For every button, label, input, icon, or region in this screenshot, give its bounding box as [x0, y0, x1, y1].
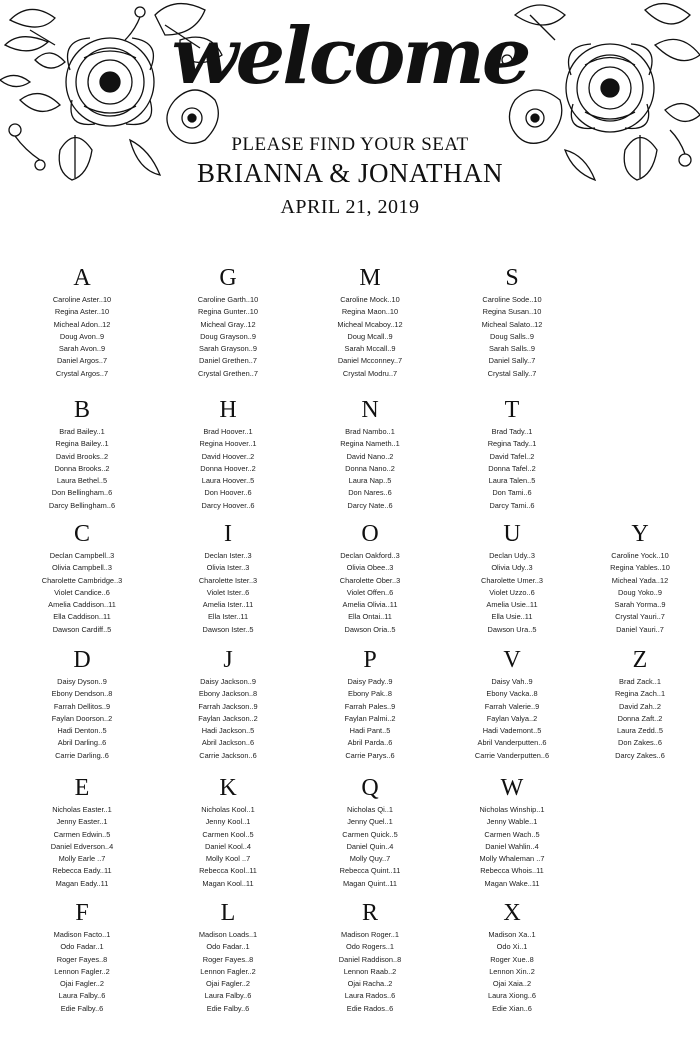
guest-name: Dawson Ister..5 [202, 624, 254, 634]
guest-name: Daniel Quin..4 [346, 841, 394, 851]
guest-name: Amelia Ister..11 [202, 600, 254, 610]
guest-name: Laura Falby..6 [204, 991, 252, 1001]
guest-name: Hadi Pant..5 [349, 726, 391, 736]
group-letter: K [219, 775, 237, 801]
guest-name: Jenny Quel..1 [347, 817, 393, 827]
guest-name: Rebecca Quint..11 [339, 866, 401, 876]
guest-name: Daniel Mcconney..7 [337, 356, 403, 366]
guest-list [300, 294, 440, 380]
guest-name: Darcy Bellingham..6 [48, 500, 116, 510]
seating-group-b [12, 397, 152, 512]
guest-name: Roger Fayes..8 [56, 954, 108, 964]
guest-name: Daniel Wahlin..4 [485, 841, 539, 851]
guest-name: Donna Nano..2 [345, 463, 395, 473]
guest-name: Daisy Dyson..9 [57, 677, 107, 686]
guest-name: Magan Wake..11 [484, 878, 540, 888]
guest-list [158, 294, 298, 380]
guest-name: Ojai Xaia..2 [492, 979, 532, 989]
welcome-script-title: welcome [171, 11, 529, 102]
guest-name: Crystal Argos..7 [55, 368, 109, 378]
guest-name: David Zah..2 [619, 701, 661, 711]
guest-list [12, 550, 152, 636]
guest-name: Daniel Yauri..7 [616, 624, 664, 634]
guest-name: Carrie Darling..6 [55, 750, 109, 760]
seating-group-s [442, 265, 582, 380]
guest-name: Edie Xian..6 [492, 1003, 532, 1013]
guest-name: Ebony Vacka..8 [486, 689, 538, 699]
group-letter: X [503, 900, 521, 926]
guest-name: Faylan Jackson..2 [198, 713, 258, 723]
seating-group-j [158, 647, 298, 762]
guest-name: Odo Xi..1 [496, 942, 528, 952]
seating-group-t [442, 397, 582, 512]
guest-name: Carrie Parys..6 [345, 750, 395, 760]
guest-list [442, 426, 582, 512]
guest-name: Daniel Kool..4 [204, 841, 251, 851]
guest-name: Regina Susan..10 [482, 307, 542, 317]
guest-name: Lennon Raab..2 [343, 966, 397, 976]
guest-name: Don Bellingham..6 [51, 488, 113, 498]
guest-name: Laura Nap..5 [348, 476, 392, 486]
guest-name: Doug Mcall..9 [347, 331, 393, 341]
group-letter: N [361, 397, 379, 423]
group-letter: Q [361, 775, 379, 801]
guest-name: Faylan Palmi..2 [344, 713, 396, 723]
group-letter: A [73, 265, 91, 291]
seating-group-g [158, 265, 298, 380]
guest-name: Ella Caddison..11 [53, 612, 111, 622]
guest-name: Micheal Adon..12 [53, 319, 111, 329]
guest-name: Abril Parda..6 [347, 738, 393, 748]
guest-name: Laura Rados..6 [344, 991, 396, 1001]
guest-name: Molly Kool ..7 [205, 854, 251, 864]
group-letter: C [73, 521, 90, 547]
guest-name: Micheal Yada..12 [611, 575, 669, 585]
guest-name: Madison Roger..1 [341, 930, 399, 939]
group-letter: J [223, 647, 233, 673]
guest-name: Odo Fadar..1 [206, 942, 250, 952]
guest-name: Don Hoover..6 [204, 488, 252, 498]
seating-group-y [570, 521, 700, 636]
guest-name: Ella Usie..11 [491, 612, 533, 622]
seating-group-i [158, 521, 298, 636]
guest-name: Declan Campbell..3 [49, 551, 115, 560]
guest-list [12, 294, 152, 380]
seating-group-f [12, 900, 152, 1015]
guest-list [158, 550, 298, 636]
guest-name: Edie Falby..6 [206, 1003, 250, 1013]
guest-name: Darcy Tami..6 [489, 500, 535, 510]
guest-name: Regina Yables..10 [610, 563, 670, 573]
guest-name: Caroline Garth..10 [197, 295, 259, 304]
group-letter: V [503, 647, 521, 673]
guest-list [12, 804, 152, 890]
seating-group-r [300, 900, 440, 1015]
guest-name: Molly Whaleman ..7 [479, 854, 545, 864]
guest-name: Violet Ister..6 [206, 587, 250, 597]
guest-list [300, 929, 440, 1015]
guest-name: Nicholas Qi..1 [346, 805, 393, 814]
guest-name: Jenny Easter..1 [56, 817, 108, 827]
guest-name: Daniel Grethen..7 [199, 356, 257, 366]
seating-group-w [442, 775, 582, 890]
guest-name: Amelia Caddison..11 [48, 600, 116, 610]
guest-name: Don Nares..6 [348, 488, 392, 498]
guest-name: Jenny Wable..1 [486, 817, 538, 827]
guest-name: Violet Offen..6 [346, 587, 394, 597]
guest-name: Carmen Wach..5 [484, 829, 540, 839]
guest-list [158, 676, 298, 762]
guest-name: Brad Zack..1 [619, 677, 661, 686]
guest-name: Dawson Cardiff..5 [52, 624, 112, 634]
couple-names: BRIANNA & JONATHAN [196, 158, 503, 188]
guest-name: Roger Fayes..8 [202, 954, 254, 964]
guest-name: Farrah Dellitos..9 [53, 701, 111, 711]
guest-name: Ella Ister..11 [207, 612, 249, 622]
seating-group-x [442, 900, 582, 1015]
guest-name: David Nano..2 [346, 451, 394, 461]
guest-name: Darcy Hoover..6 [201, 500, 255, 510]
guest-name: Edie Falby..6 [60, 1003, 104, 1013]
guest-name: Violet Uzzo..6 [489, 587, 535, 597]
seating-group-k [158, 775, 298, 890]
guest-name: Odo Fadar..1 [60, 942, 104, 952]
group-letter: W [500, 775, 524, 801]
guest-name: Regina Hoover..1 [199, 439, 257, 449]
guest-list [158, 804, 298, 890]
guest-name: Abril Darling..6 [57, 738, 107, 748]
guest-name: Ojai Fagler..2 [60, 979, 104, 989]
guest-name: Regina Aster..10 [54, 307, 110, 317]
guest-name: Regina Bailey..1 [55, 439, 109, 449]
guest-name: Don Tami..6 [492, 488, 532, 498]
guest-name: Laura Xiong..6 [487, 991, 537, 1001]
guest-list [12, 676, 152, 762]
seating-group-e [12, 775, 152, 890]
guest-name: Brad Bailey..1 [59, 427, 105, 436]
guest-name: Darcy Nate..6 [347, 500, 393, 510]
guest-name: Regina Tady..1 [487, 439, 537, 449]
guest-name: Daniel Raddison..8 [338, 954, 402, 964]
guest-name: Madison Facto..1 [53, 930, 111, 939]
guest-name: Crystal Sally..7 [487, 368, 537, 378]
guest-name: Doug Grayson..9 [200, 331, 256, 341]
guest-list [12, 929, 152, 1015]
guest-list [442, 550, 582, 636]
group-letter: D [73, 647, 91, 673]
guest-name: Nicholas Winship..1 [479, 805, 545, 814]
guest-name: Charolette Ober..3 [339, 575, 401, 585]
guest-name: Declan Oakford..3 [340, 551, 400, 560]
guest-name: Molly Quy..7 [349, 854, 391, 864]
guest-name: Sarah Grayson..9 [199, 344, 257, 354]
guest-name: Faylan Valya..2 [486, 713, 538, 723]
group-letter: F [75, 900, 89, 926]
guest-list [158, 426, 298, 512]
guest-name: Ella Ontai..11 [348, 612, 392, 622]
guest-name: Daniel Sally..7 [488, 356, 536, 366]
guest-name: Declan Ister..3 [204, 551, 252, 560]
guest-name: Sarah Salls..9 [488, 344, 535, 354]
seating-group-l [158, 900, 298, 1015]
guest-name: Jenny Kool..1 [205, 817, 251, 827]
guest-name: Regina Gunter..10 [198, 307, 258, 317]
guest-name: Roger Xue..8 [490, 954, 534, 964]
guest-name: Madison Loads..1 [198, 930, 258, 939]
guest-name: Laura Hoover..5 [201, 476, 255, 486]
group-letter: E [74, 775, 90, 801]
guest-name: Daisy Pady..9 [347, 677, 393, 686]
guest-list [300, 676, 440, 762]
guest-list [300, 550, 440, 636]
guest-name: Laura Bethel..5 [56, 476, 108, 486]
guest-name: Ojai Fagler..2 [206, 979, 250, 989]
guest-list [442, 294, 582, 380]
group-letter: Y [631, 521, 649, 547]
guest-name: Madison Xa..1 [488, 930, 536, 939]
seating-group-n [300, 397, 440, 512]
guest-name: Dawson Ura..5 [487, 624, 537, 634]
guest-list [442, 804, 582, 890]
guest-name: Olivia Campbell..3 [52, 563, 112, 573]
guest-name: Molly Earle ..7 [58, 854, 106, 864]
guest-name: Regina Zach..1 [614, 689, 666, 699]
guest-name: Caroline Mock..10 [340, 295, 400, 304]
guest-name: Charolette Umer..3 [480, 575, 544, 585]
guest-name: Micheal Mcaboy..12 [337, 319, 403, 329]
seating-group-p [300, 647, 440, 762]
guest-name: Daisy Jackson..9 [200, 677, 256, 686]
guest-list [300, 426, 440, 512]
guest-name: Donna Tafel..2 [488, 463, 536, 473]
guest-name: David Tafel..2 [489, 451, 535, 461]
guest-name: Rebecca Kool..11 [199, 866, 257, 876]
guest-name: Hadi Jackson..5 [201, 726, 255, 736]
guest-name: David Brooks..2 [55, 451, 109, 461]
group-letter: T [504, 397, 520, 423]
guest-name: Caroline Sode..10 [482, 295, 542, 304]
guest-name: Laura Zedd..5 [616, 726, 664, 736]
guest-name: Nicholas Easter..1 [52, 805, 112, 814]
group-letter: S [505, 265, 519, 291]
guest-name: Violet Candice..6 [54, 587, 110, 597]
guest-name: Abril Vanderputten..6 [477, 738, 547, 748]
guest-name: Ojai Racha..2 [347, 979, 393, 989]
event-date: APRIL 21, 2019 [280, 196, 420, 218]
guest-name: Ebony Pak..8 [348, 689, 392, 699]
guest-name: Olivia Udy..3 [491, 563, 533, 573]
guest-name: Odo Rogers..1 [345, 942, 395, 952]
guest-name: Carmen Quick..5 [342, 829, 398, 839]
guest-name: Crystal Yauri..7 [615, 612, 665, 622]
guest-name: Donna Brooks..2 [54, 463, 110, 473]
guest-name: Daniel Edverson..4 [50, 841, 114, 851]
guest-list [570, 550, 700, 636]
guest-name: Don Zakes..6 [618, 738, 662, 748]
group-letter: R [361, 900, 378, 926]
group-letter: I [224, 521, 232, 547]
guest-name: Magan Quint..11 [342, 878, 398, 888]
group-letter: L [220, 900, 236, 926]
guest-name: Ebony Dendson..8 [51, 689, 113, 699]
group-letter: Z [632, 647, 648, 673]
guest-name: Farrah Valerie..9 [484, 701, 540, 711]
guest-name: Amelia Olivia..11 [342, 600, 398, 610]
seating-group-c [12, 521, 152, 636]
guest-name: Doug Yoko..9 [618, 587, 662, 597]
guest-list [570, 676, 700, 762]
guest-name: Darcy Zakes..6 [615, 750, 665, 760]
guest-name: Laura Talen..5 [488, 476, 536, 486]
guest-name: Sarah Yorma..9 [614, 600, 666, 610]
seating-group-z [570, 647, 700, 762]
seating-group-u [442, 521, 582, 636]
group-letter: U [503, 521, 521, 547]
seating-group-h [158, 397, 298, 512]
group-letter: G [219, 265, 237, 291]
guest-name: Dawson Oria..5 [344, 624, 396, 634]
guest-name: Sarah Mccall..9 [344, 344, 396, 354]
guest-list [158, 929, 298, 1015]
seating-group-v [442, 647, 582, 762]
group-letter: H [219, 397, 237, 423]
guest-list [442, 676, 582, 762]
guest-name: Crystal Grethen..7 [198, 368, 258, 378]
guest-name: Caroline Yock..10 [611, 551, 669, 560]
guest-name: Hadi Denton..5 [57, 726, 107, 736]
guest-name: Lennon Fagler..2 [54, 966, 110, 976]
guest-name: Olivia Obee..3 [346, 563, 394, 573]
guest-list [442, 929, 582, 1015]
guest-name: Doug Salls..9 [490, 331, 534, 341]
guest-name: Faylan Doorson..2 [51, 713, 113, 723]
guest-name: Carmen Edwin..5 [53, 829, 111, 839]
guest-name: Edie Rados..6 [346, 1003, 394, 1013]
guest-name: Lennon Fagler..2 [200, 966, 256, 976]
guest-name: Carrie Jackson..6 [199, 750, 257, 760]
guest-name: Micheal Gray..12 [200, 319, 256, 329]
guest-name: Caroline Aster..10 [52, 295, 112, 304]
seating-group-a [12, 265, 152, 380]
guest-name: Carmen Kool..5 [202, 829, 254, 839]
guest-name: Micheal Salato..12 [481, 319, 543, 329]
guest-name: Sarah Avon..9 [58, 344, 106, 354]
guest-name: Lennon Xin..2 [489, 966, 535, 976]
guest-name: Magan Eady..11 [55, 878, 109, 888]
guest-name: Magan Kool..11 [202, 878, 254, 888]
guest-name: Farrah Pales..9 [344, 701, 396, 711]
guest-name: Olivia Ister..3 [206, 563, 250, 573]
seating-group-m [300, 265, 440, 380]
guest-name: Rebecca Whois..11 [480, 866, 544, 876]
guest-name: Farrah Jackson..9 [198, 701, 258, 711]
guest-list [12, 426, 152, 512]
group-letter: M [359, 265, 381, 291]
guest-name: Doug Avon..9 [59, 331, 105, 341]
guest-name: Charolette Ister..3 [198, 575, 258, 585]
guest-name: Donna Hoover..2 [200, 463, 256, 473]
group-letter: O [361, 521, 379, 547]
guest-name: David Hoover..2 [201, 451, 255, 461]
guest-name: Abril Jackson..6 [201, 738, 255, 748]
guest-name: Hadi Vademont..5 [482, 726, 542, 736]
guest-name: Nicholas Kool..1 [201, 805, 255, 814]
guest-name: Declan Udy..3 [489, 551, 535, 560]
guest-name: Crystal Modru..7 [342, 368, 398, 378]
guest-name: Charolette Cambridge..3 [41, 575, 123, 585]
seating-group-q [300, 775, 440, 890]
subtitle: PLEASE FIND YOUR SEAT [231, 134, 469, 155]
guest-name: Brad Tady..1 [491, 427, 533, 436]
group-letter: B [73, 397, 90, 423]
guest-name: Amelia Usie..11 [486, 600, 538, 610]
group-letter: P [363, 647, 377, 673]
guest-name: Regina Nameth..1 [340, 439, 400, 449]
guest-list [300, 804, 440, 890]
seating-group-d [12, 647, 152, 762]
guest-name: Rebecca Eady..11 [52, 866, 112, 876]
guest-name: Carrie Vanderputten..6 [474, 750, 550, 760]
guest-name: Donna Zaft..2 [617, 713, 663, 723]
guest-name: Daisy Vah..9 [491, 677, 533, 686]
guest-name: Regina Maon..10 [341, 307, 399, 317]
guest-name: Ebony Jackson..8 [198, 689, 258, 699]
guest-name: Brad Nambo..1 [345, 427, 395, 436]
seating-group-o [300, 521, 440, 636]
guest-name: Brad Hoover..1 [203, 427, 253, 436]
guest-name: Daniel Argos..7 [56, 356, 108, 366]
guest-name: Laura Falby..6 [58, 991, 106, 1001]
